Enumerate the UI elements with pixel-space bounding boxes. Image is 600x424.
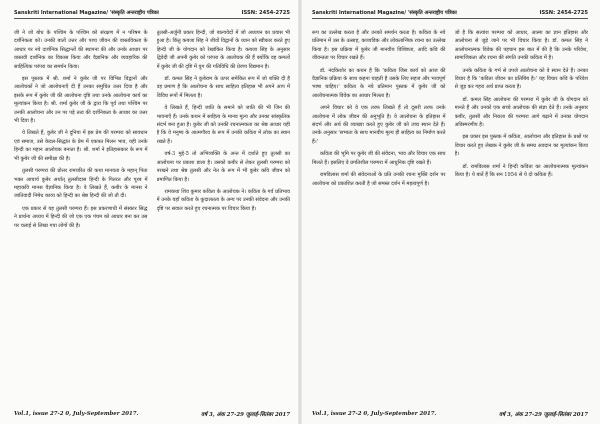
paragraph: रामकथा शिव कुमार कविता के आलोचक ने। कविता के गर्व प्रतिभाव में उनके यहाँ कविता के कुदालतता के अन्य पर उनकी संवेदना और उनकी दृष्टि पर सवाल करते हुए रचनात्मक पर विचार किया है। (156, 188, 290, 212)
footer-volume-hindi: वर्ष 3, अंक 27-29 जुलाई-सितंबर 2017 (201, 412, 290, 418)
page-footer (14, 408, 290, 420)
footer-volume-english: Vol.1, issue 27-2 0, July-September 2017. (312, 411, 437, 417)
paragraph: तुलसी परम्परा की प्रोत्तर रामचरित की कथा मानवता के महान् पिता भक्त आचार्य कुबेर अर्थात् तुलसीदास हिन्दी के पितरत और पूरब में महाकवि मानस वैज्ञानिक किया है। वे लिखते हैं, कबीर के मानस ने जातिवादी निषेध काव्य को हिन्दी का श्रेष्ठ हिन्दी की जो तौ दी। (14, 168, 148, 200)
paragraph: वर्ष-3 मुद्दे-5 तो अभिव्यक्ति के अन्त में दर्शाते हुए तुलसी का आलोचना पर प्रकाश डाला है। उसको कबीर से लेकर तुलसी परम्परा को परखने तथा श्रेष्ठ तुलसी और नेत के रूप में भी कुबेर कवि जीवन को प्रमाणित किया है। (156, 151, 290, 183)
paragraph: कविता की भूमि पर कुबेर जी की संवेदना, भाव और विचार एक साथ मिलते हैं। इसलिए वे प्रगतिशील परम्परा में आधुनिक दृष्टि रखते हैं। (312, 151, 446, 166)
paragraph: जो है कि सत्यांश परम्परा को आधार, आत्मा का ज्ञान इतिहास और आलोचना से जुड़े जाने पर भी विचार किया है। डॉ. कमल सिंह ने आलोचनात्मक विवेक की पहचान इस बात में की है कि उनके परिवेश, सामाजिकता और रचना की संगति उनकी कविता में है। (454, 30, 588, 62)
paragraph: वे लिखते हैं, हिन्दी जाति के समाने को जाति की भी जिन की भावनाएँ हैं। उनके कथन में साहित्य के मानव मूल्य और उनका सांस्कृतिक संदर्भ बना हुआ है। कुबेर जी को उनकी रचनात्मकता का श्रेष्ठ आधार यही है कि वे मनुष्य के आत्मगौरव के रूप में उनकी कविता में लोक का स्थान रखते हैं। (156, 105, 290, 145)
text-column-2 (455, 29, 589, 411)
paragraph: उनके कविता के गर्भ से उपजे आलोचना को वे स्थान देते हैं। उनका विचार है कि 'कविता जीवन का प्रतिबिंब है।' यह विचार कवि के परिवेश से जुड़ कर गहरा अर्थ प्राप्त करता है। (454, 67, 588, 91)
text-column-1 (14, 29, 148, 411)
text-column-2 (157, 29, 291, 411)
paragraph: इस प्रकार इस पुस्तक में कविता, आलोचना और इतिहास के प्रश्नों पर विचार करते हुए लेखक ने कुबेर जी के समग्र अवदान का मूल्यांकन किया है। (454, 134, 588, 158)
footer-volume-english: Vol.1, issue 27-2 0, July-September 2017. (14, 411, 139, 417)
paragraph: रामविलास शर्मा की संवेदनाओं के प्रति उनकी रचना मुक्ति दर्शन पर आलोचना को प्रकाशित करती है जो समस्त दर्शन में महत्वपूर्ण है। (312, 172, 446, 187)
paragraph: डॉ. कमल सिंह ने कुबेराम के ऊपर समेकित रूप में जो शक्ति दी है वह प्रमाण है कि आलोचना के साथ साहित्य इतिहास भी अपने आप में विविध रूपों में मिलता है। (156, 76, 290, 99)
paragraph: तुलसी-अर्जुनी प्रकार हिन्दी, जो बाल्यवेदों में जो अध्ययन का प्रयास भी हुआ है। किंतु कबजा सिंह ने जीवों विद्वानों के ध्यान को स्वीकार करते हुए हिन्दी जी के योगदान को रेखांकित किया है। कबजा सिंह के अनुसार द्विवेदी जी अपनी कुबेर को परंपरा के आलोचक की हैं क्योंकि वह कमलों में कुबेर जी की दृष्टि में युग की गतिविधि की प्रेरणा विद्यमान है। (156, 30, 290, 70)
issn-label: ISSN: 2454-2725 (241, 10, 290, 16)
paragraph: ये लिखते हैं, कुबेर जी ने दुनिया में इस प्रेम की परम्परा को सावधान एवं समाज, उसे केवल-सिद्धांत के प्रेम में एकत्रत मिलन भाव, यही उनके हिन्दी का महान आलोचक बनाता है। श्री. शर्मा ने इतिहासकार के रूप में भी कुबेर जी की समीक्षा की है। (14, 130, 148, 162)
text-columns (312, 29, 588, 411)
right-page (300, 0, 600, 424)
issn-label: ISSN: 2454-2725 (539, 10, 588, 16)
book-gutter (298, 0, 302, 424)
page-header (14, 7, 290, 19)
text-column-1 (312, 29, 446, 411)
paragraph: रूप का उल्लेख करता है और उनको समर्थन करता है। कविता के नये प्रतिमान में उस के उत्साह, काव्यविक और लोकतान्त्रिक रचना का उल्लेख किया है। इस प्रक्रिया में कुबेर जी मानवीय विशिष्टता, आदि कवि की जीवन्तता पर विचार रखते हैं। (312, 30, 446, 62)
paragraph: अपने विचार को वे एक तरफ लिखते हैं तो दूसरी तरफ उनके आलोचना में लोक जीवन की अनुभूति है। वे आलोचना के इतिहास में संदर्भ और अर्थ की व्याख्या करते हुए कुबेर जी को उच्च स्थान देते हैं। उनके अनुसार 'सभ्यता के साथ मानवीय मूल्य ही साहित्य का निर्माण करते हैं।' (312, 105, 446, 145)
page-header (312, 7, 588, 19)
paragraph: एक प्रकार से यह तुलसी परम्परा हैं। इस प्रकरणाधी में संस्कार सिद्ध ने प्रार्थना अध्यय में हिन्दी की जो एक एक पंचम को आधार बना कर उस पर चलाई से लिखा गया लोगों की है। (14, 205, 148, 229)
text-columns (14, 29, 290, 411)
footer-volume-hindi: वर्ष 3, अंक 27-29 जुलाई-सितंबर 2017 (499, 412, 588, 418)
journal-title: Sanskriti International Magazine/ 'संस्कृति अन्तराष्ट्रीय पत्रिका (312, 10, 457, 16)
journal-title: Sanskriti International Magazine/ 'संस्कृति अन्तराष्ट्रीय पत्रिका (14, 10, 159, 16)
paragraph: डॉ. रामविलास शर्मा ने हिन्दी कविता का आलोचनात्मक मूल्यांकन किया है। ये बातें हैं कि सन 1954 से ये दो कविता हैं। (454, 163, 588, 179)
page-footer (312, 408, 588, 420)
paragraph: डॉ. नंदकिशोर का कथन है कि 'कविता जिस कार्य को आज की वैज्ञानिक प्रक्रिया के साथ कहना चाहती है उसके लिए सहज और भावपूर्ण भाषा चाहिए।' कविता के नये प्रतिमान पुस्तक में कुबेर जी को आलोचनात्मक विवेक का आधार मिलता है। (312, 67, 446, 99)
paragraph: डॉ. कमल सिंह आलोचना की परम्परा में कुबेर जी के योगदान को मानते हैं और उनको एक सच्चे आलोचक की संज्ञा देते हैं। उनके अनुसार कबीर, तुलसी और निराला की परम्परा आगे बढ़ाने में उनका योगदान अविस्मरणीय है। (454, 96, 588, 129)
paragraph: जी ने जो बोध के पश्चिम के पश्चिम को संरक्षण में न परिषम के दर्शनिकता को। उनकी बातों उत्तर और पश्च जीवन की वास्तविकता के आधार पर नये दार्शनिक सिद्धान्तों की स्थापना की और उनके आधार पर वास्तवी दार्शनिक का विकास किया और वैज्ञानिक और व्यवहारिक की साहित्यिक परंपरा का समर्थन किया। (14, 30, 148, 70)
paragraph: इस पुस्तक में श्री. शर्मा ने कुबेर जी पर विभिन्न विद्वानों और आलोचकों ने जो आलोचनाएँ दी हैं उनका समुचित उत्तर दिया है और इसके रूप में कुबेर जी की आलोचना दृष्टि तथा उनके आलोचना कार्य का मूल्यांकन किया है। श्री. शर्मा कुबेर जी के द्वारा कि पूर्व तथा पश्चिम पर उनकी आलोचना और उन पर पड़े तत्व की दर्शनिकता के आधार का उत्तर भी दिया है। (14, 76, 148, 125)
